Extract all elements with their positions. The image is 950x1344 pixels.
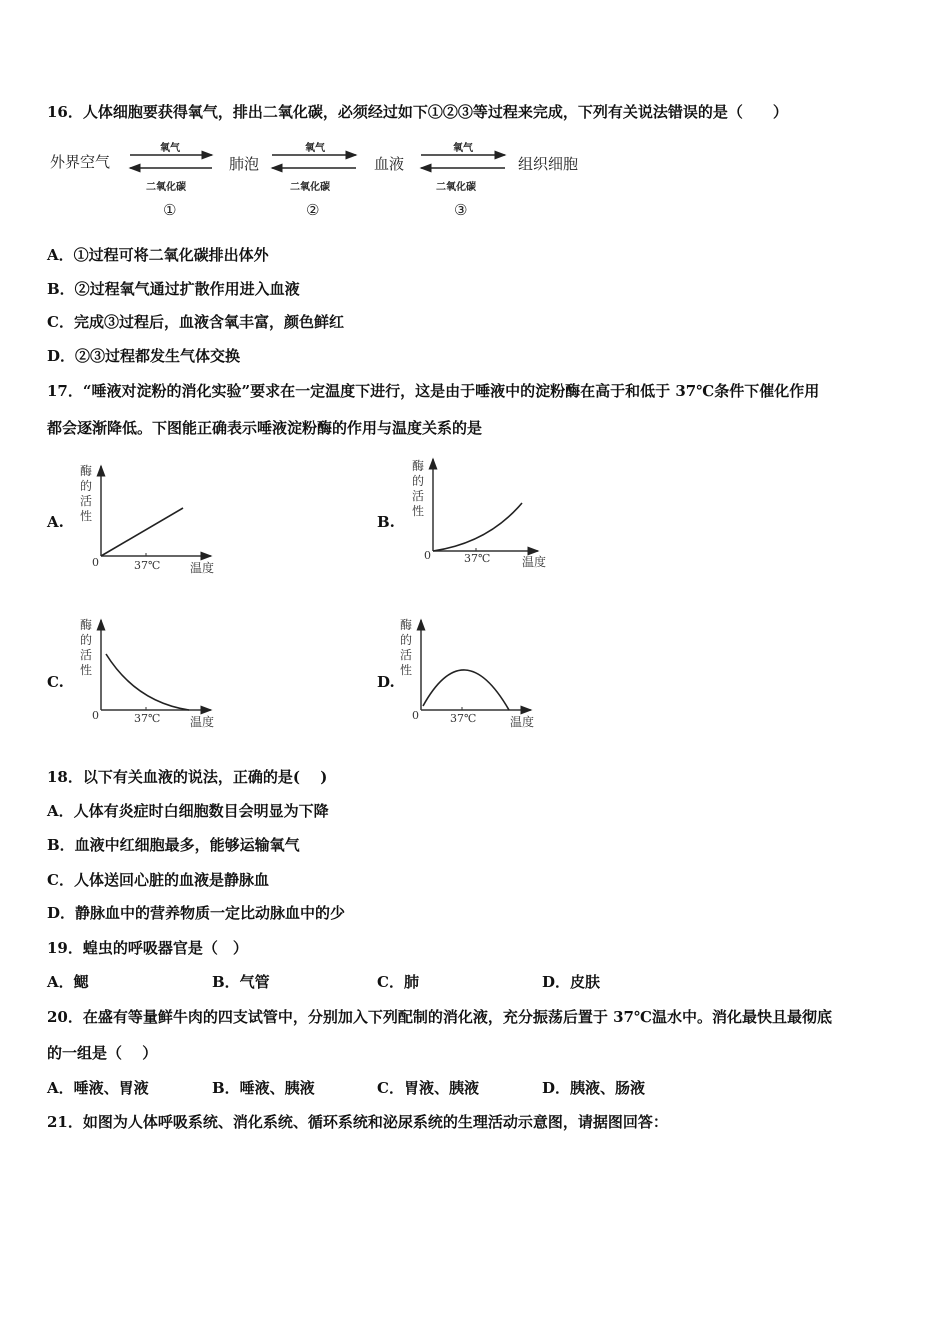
chart-a bbox=[76, 460, 226, 590]
q18-stem: 18．以下有关血液的说法，正确的是( ) bbox=[47, 768, 328, 786]
chart-c bbox=[76, 614, 226, 744]
y-axis-label: 酶的活性 bbox=[412, 459, 425, 518]
co2-label: 二氧化碳 bbox=[290, 182, 330, 193]
node-outside-air: 外界空气 bbox=[50, 153, 111, 171]
origin-label: 0 bbox=[92, 556, 99, 569]
q20-stem-line2: 的一组是（ ） bbox=[47, 1044, 158, 1062]
q16-option-b: B．②过程氧气通过扩散作用进入血液 bbox=[47, 280, 300, 298]
x-axis-label: 温度 bbox=[510, 715, 535, 729]
q18-option-c: C．人体送回心脏的血液是静脉血 bbox=[47, 871, 269, 889]
step-2: ② bbox=[306, 201, 320, 219]
q20-option-d: D．胰液、肠液 bbox=[542, 1079, 646, 1097]
q19-option-d: D．皮肤 bbox=[542, 973, 601, 991]
q20-option-c: C．胃液、胰液 bbox=[377, 1079, 479, 1097]
q21-stem: 21．如图为人体呼吸系统、消化系统、循环系统和泌尿系统的生理活动示意图，请据图回答： bbox=[47, 1113, 668, 1131]
oxygen-label: 氧气 bbox=[160, 143, 180, 154]
tick-label: 37℃ bbox=[450, 712, 477, 725]
x-axis-label: 温度 bbox=[522, 555, 547, 569]
q17-stem-line1: 17．“唾液对淀粉的消化实验”要求在一定温度下进行，这是由于唾液中的淀粉酶在高于和低于 37℃条件下催化作用 bbox=[47, 382, 820, 400]
oxygen-label: 氧气 bbox=[453, 143, 473, 154]
q16-option-d: D．②③过程都发生气体交换 bbox=[47, 347, 241, 365]
y-axis-label: 酶的活性 bbox=[80, 618, 93, 677]
chart-d bbox=[396, 614, 546, 744]
oxygen-label: 氧气 bbox=[305, 143, 325, 154]
tick-label: 37℃ bbox=[134, 559, 161, 572]
activity-curve bbox=[423, 670, 509, 710]
activity-curve bbox=[433, 503, 522, 551]
q18-option-d: D．静脉血中的营养物质一定比动脉血中的少 bbox=[47, 904, 346, 922]
node-tissue-cells: 组织细胞 bbox=[518, 155, 579, 173]
chart-b bbox=[408, 455, 558, 585]
q16-option-a: A．①过程可将二氧化碳排出体外 bbox=[47, 246, 269, 264]
chart-c-label: C. bbox=[47, 673, 64, 691]
node-blood: 血液 bbox=[374, 155, 405, 173]
chart-a-label: A. bbox=[47, 513, 64, 531]
q19-option-b: B．气管 bbox=[212, 973, 270, 991]
q20-stem-line1: 20．在盛有等量鲜牛肉的四支试管中，分别加入下列配制的消化液，充分振荡后置于 37℃温水中。消化最快且最彻底 bbox=[47, 1008, 832, 1026]
co2-label: 二氧化碳 bbox=[436, 182, 476, 193]
tick-label: 37℃ bbox=[134, 712, 161, 725]
q18-option-b: B．血液中红细胞最多，能够运输氧气 bbox=[47, 836, 300, 854]
activity-curve bbox=[106, 654, 189, 710]
origin-label: 0 bbox=[92, 709, 99, 722]
x-axis-label: 温度 bbox=[190, 561, 215, 575]
diagram-arrows bbox=[0, 0, 950, 230]
q19-option-a: A．鳃 bbox=[47, 973, 89, 991]
chart-b-label: B. bbox=[377, 513, 395, 531]
q20-option-b: B．唾液、胰液 bbox=[212, 1079, 315, 1097]
step-3: ③ bbox=[454, 201, 468, 219]
node-alveoli: 肺泡 bbox=[229, 155, 260, 173]
q16-stem: 16．人体细胞要获得氧气，排出二氧化碳，必须经过如下①②③等过程来完成，下列有关说法错误的是（ ） bbox=[47, 103, 788, 121]
x-axis-label: 温度 bbox=[190, 715, 215, 729]
q19-option-c: C．肺 bbox=[377, 973, 419, 991]
y-axis-label: 酶的活性 bbox=[80, 464, 93, 523]
origin-label: 0 bbox=[412, 709, 419, 722]
tick-label: 37℃ bbox=[464, 552, 491, 565]
q20-option-a: A．唾液、胃液 bbox=[47, 1079, 149, 1097]
activity-curve bbox=[101, 508, 183, 556]
q19-stem: 19．蝗虫的呼吸器官是（ ） bbox=[47, 939, 248, 957]
step-1: ① bbox=[163, 201, 177, 219]
origin-label: 0 bbox=[424, 549, 431, 562]
chart-d-label: D. bbox=[377, 673, 395, 691]
y-axis-label: 酶的活性 bbox=[400, 618, 413, 677]
q16-option-c: C．完成③过程后，血液含氧丰富，颜色鲜红 bbox=[47, 313, 344, 331]
co2-label: 二氧化碳 bbox=[146, 182, 186, 193]
q17-stem-line2: 都会逐渐降低。下图能正确表示唾液淀粉酶的作用与温度关系的是 bbox=[47, 419, 483, 437]
q18-option-a: A．人体有炎症时白细胞数目会明显为下降 bbox=[47, 802, 329, 820]
